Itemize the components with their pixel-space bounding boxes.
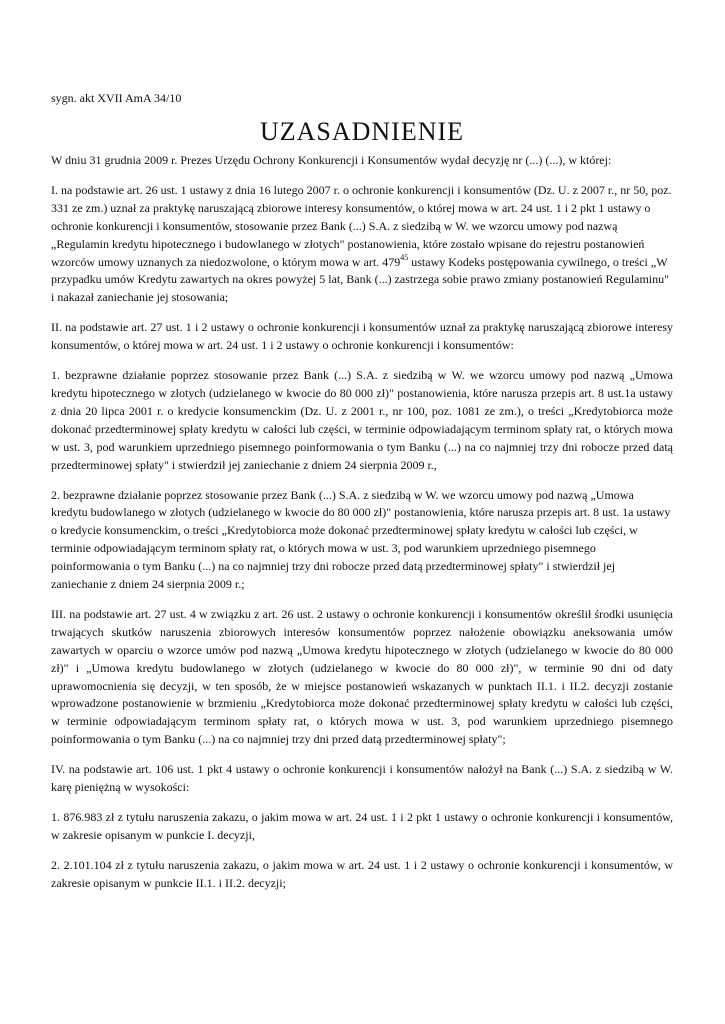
section-2-item-1: 1. bezprawne działanie poprzez stosowanie przez Bank (...) S.A. z siedzibą w W. we wzorcu umowy pod nazwą „Umowa kredytu hipotecznego w złotych (udzielanego w kwocie do 80 000 zł)" postanowienia, które narusza przepis art. 8 ust.1a ustawy z dnia 20 lipca 2001 r. o kredycie konsumenckim (Dz. U. z 2001 r., nr 100, poz. 1081 ze zm.), o treści „Kredytobiorca może dokonać przedterminowej spłaty kredytu w całości lub części, w terminie odpowiadającym terminom spłaty rat, o których mowa w ust. 3, pod warunkiem uprzedniego pisemnego poinformowania o tym Banku (...) na co najmniej trzy dni robocze przed datą przedterminowej spłaty" i stwierdził jej zaniechanie z dniem 24 sierpnia 2009 r.,: [51, 368, 673, 472]
section-1-text-b: ustawy Kodeks postępowania cywilnego, o treści „W przypadku umów Kredytu zawartych na okres powyżej 5 lat, Bank (...) zastrzega sobie prawo zmiany postanowień Regulaminu" i nakazał zaniechanie jej stosowania;: [51, 254, 670, 305]
section-1-text-a: I. na podstawie art. 26 ust. 1 ustawy z dnia 16 lutego 2007 r. o ochronie konkurencji i konsumentów (Dz. U. z 2007 r., nr 50, poz. 331 ze zm.) uznał za praktykę naruszającą zbiorowe interesy konsumentów, o której mowa w art. 24 ust. 1 i 2 pkt 1 ustawy o ochronie konkurencji i konsumentów, stosowanie przez Bank (...) S.A. z siedzibą w W. we wzorcu umowy pod nazwą „Regulamin kredytu hipotecznego i budowlanego w złotych" postanowienia, które zostało wpisane do rejestru postanowień wzorców umowy uznanych za niedozwolone, o którym mowa w art. 479: [51, 182, 672, 269]
section-1-superscript: 45: [400, 252, 409, 262]
case-signature: sygn. akt XVII AmA 34/10: [51, 91, 182, 105]
section-2-paragraph: II. na podstawie art. 27 ust. 1 i 2 ustawy o ochronie konkurencji i konsumentów uznał za praktykę naruszającą zbiorowe interesy konsumentów, o której mowa w art. 24 ust. 1 i 2 ustawy o ochronie konkurencji i konsumentów:: [51, 320, 673, 353]
section-3-paragraph: III. na podstawie art. 27 ust. 4 w związku z art. 26 ust. 2 ustawy o ochronie konkurencji i konsumentów określił środki usunięcia trwających skutków naruszenia zbiorowych interesów konsumentów poprzez nałożenie obowiązku aneksowania umów zawartych w oparciu o wzorce umów pod nazwą „Umowa kredytu hipotecznego w złotych (udzielanego w kwocie do 80 000 zł)" i „Umowa kredytu budowlanego w złotych (udzielanego w kwocie do 80 000 zł)", w terminie 90 dni od daty uprawomocnienia się decyzji, w ten sposób, że w miejsce postanowień wskazanych w punktach II.1. i II.2. decyzji zostanie wprowadzone postanowienie w brzmieniu „Kredytobiorca może dokonać przedterminowej spłaty kredytu w całości lub części, w terminie odpowiadającym terminom spłaty rat, o których mowa w ust. 3, pod warunkiem uprzedniego pisemnego poinformowania o tym Banku (...) na co najmniej trzy dni przed datą przedterminowej spłaty";: [51, 606, 673, 747]
section-2-item-2: 2. bezprawne działanie poprzez stosowanie przez Bank (...) S.A. z siedzibą w W. we wzorcu umowy pod nazwą „Umowa kredytu budowlanego w złotych (udzielanego w kwocie do 80 000 zł)" postanowienia, które narusza przepis art. 8 ust. 1a ustawy o kredycie konsumenckim, o treści „Kredytobiorca może dokonać przedterminowej spłaty kredytu w całości lub części, w terminie odpowiadającym terminom spłaty rat, o których mowa w ust. 3, pod warunkiem uprzedniego pisemnego poinformowania o tym Banku (...) na co najmniej trzy dni robocze przed datą przedterminowej spłaty" i stwierdził jej zaniechanie z dniem 24 sierpnia 2009 r.;: [51, 487, 671, 592]
section-4-paragraph: IV. na podstawie art. 106 ust. 1 pkt 4 ustawy o ochronie konkurencji i konsumentów nałożył na Bank (...) S.A. z siedzibą w W. karę pieniężną w wysokości:: [51, 762, 673, 795]
section-4-item-2: 2. 2.101.104 zł z tytułu naruszenia zakazu, o jakim mowa w art. 24 ust. 1 i 2 ustawy o ochronie konkurencji i konsumentów, w zakresie opisanym w punkcie II.1. i II.2. decyzji;: [51, 857, 673, 890]
document-page: [51, 90, 673, 905]
section-4-item-1: 1. 876.983 zł z tytułu naruszenia zakazu, o jakim mowa w art. 24 ust. 1 i 2 pkt 1 ustawy o ochronie konkurencji i konsumentów, w zakresie opisanym w punkcie I. decyzji,: [51, 810, 673, 842]
intro-paragraph: W dniu 31 grudnia 2009 r. Prezes Urzędu Ochrony Konkurencji i Konsumentów wydał decyzję nr (...) (...), w której:: [51, 153, 612, 167]
section-1-paragraph: [51, 182, 673, 307]
document-title: UZASADNIENIE: [259, 117, 465, 146]
